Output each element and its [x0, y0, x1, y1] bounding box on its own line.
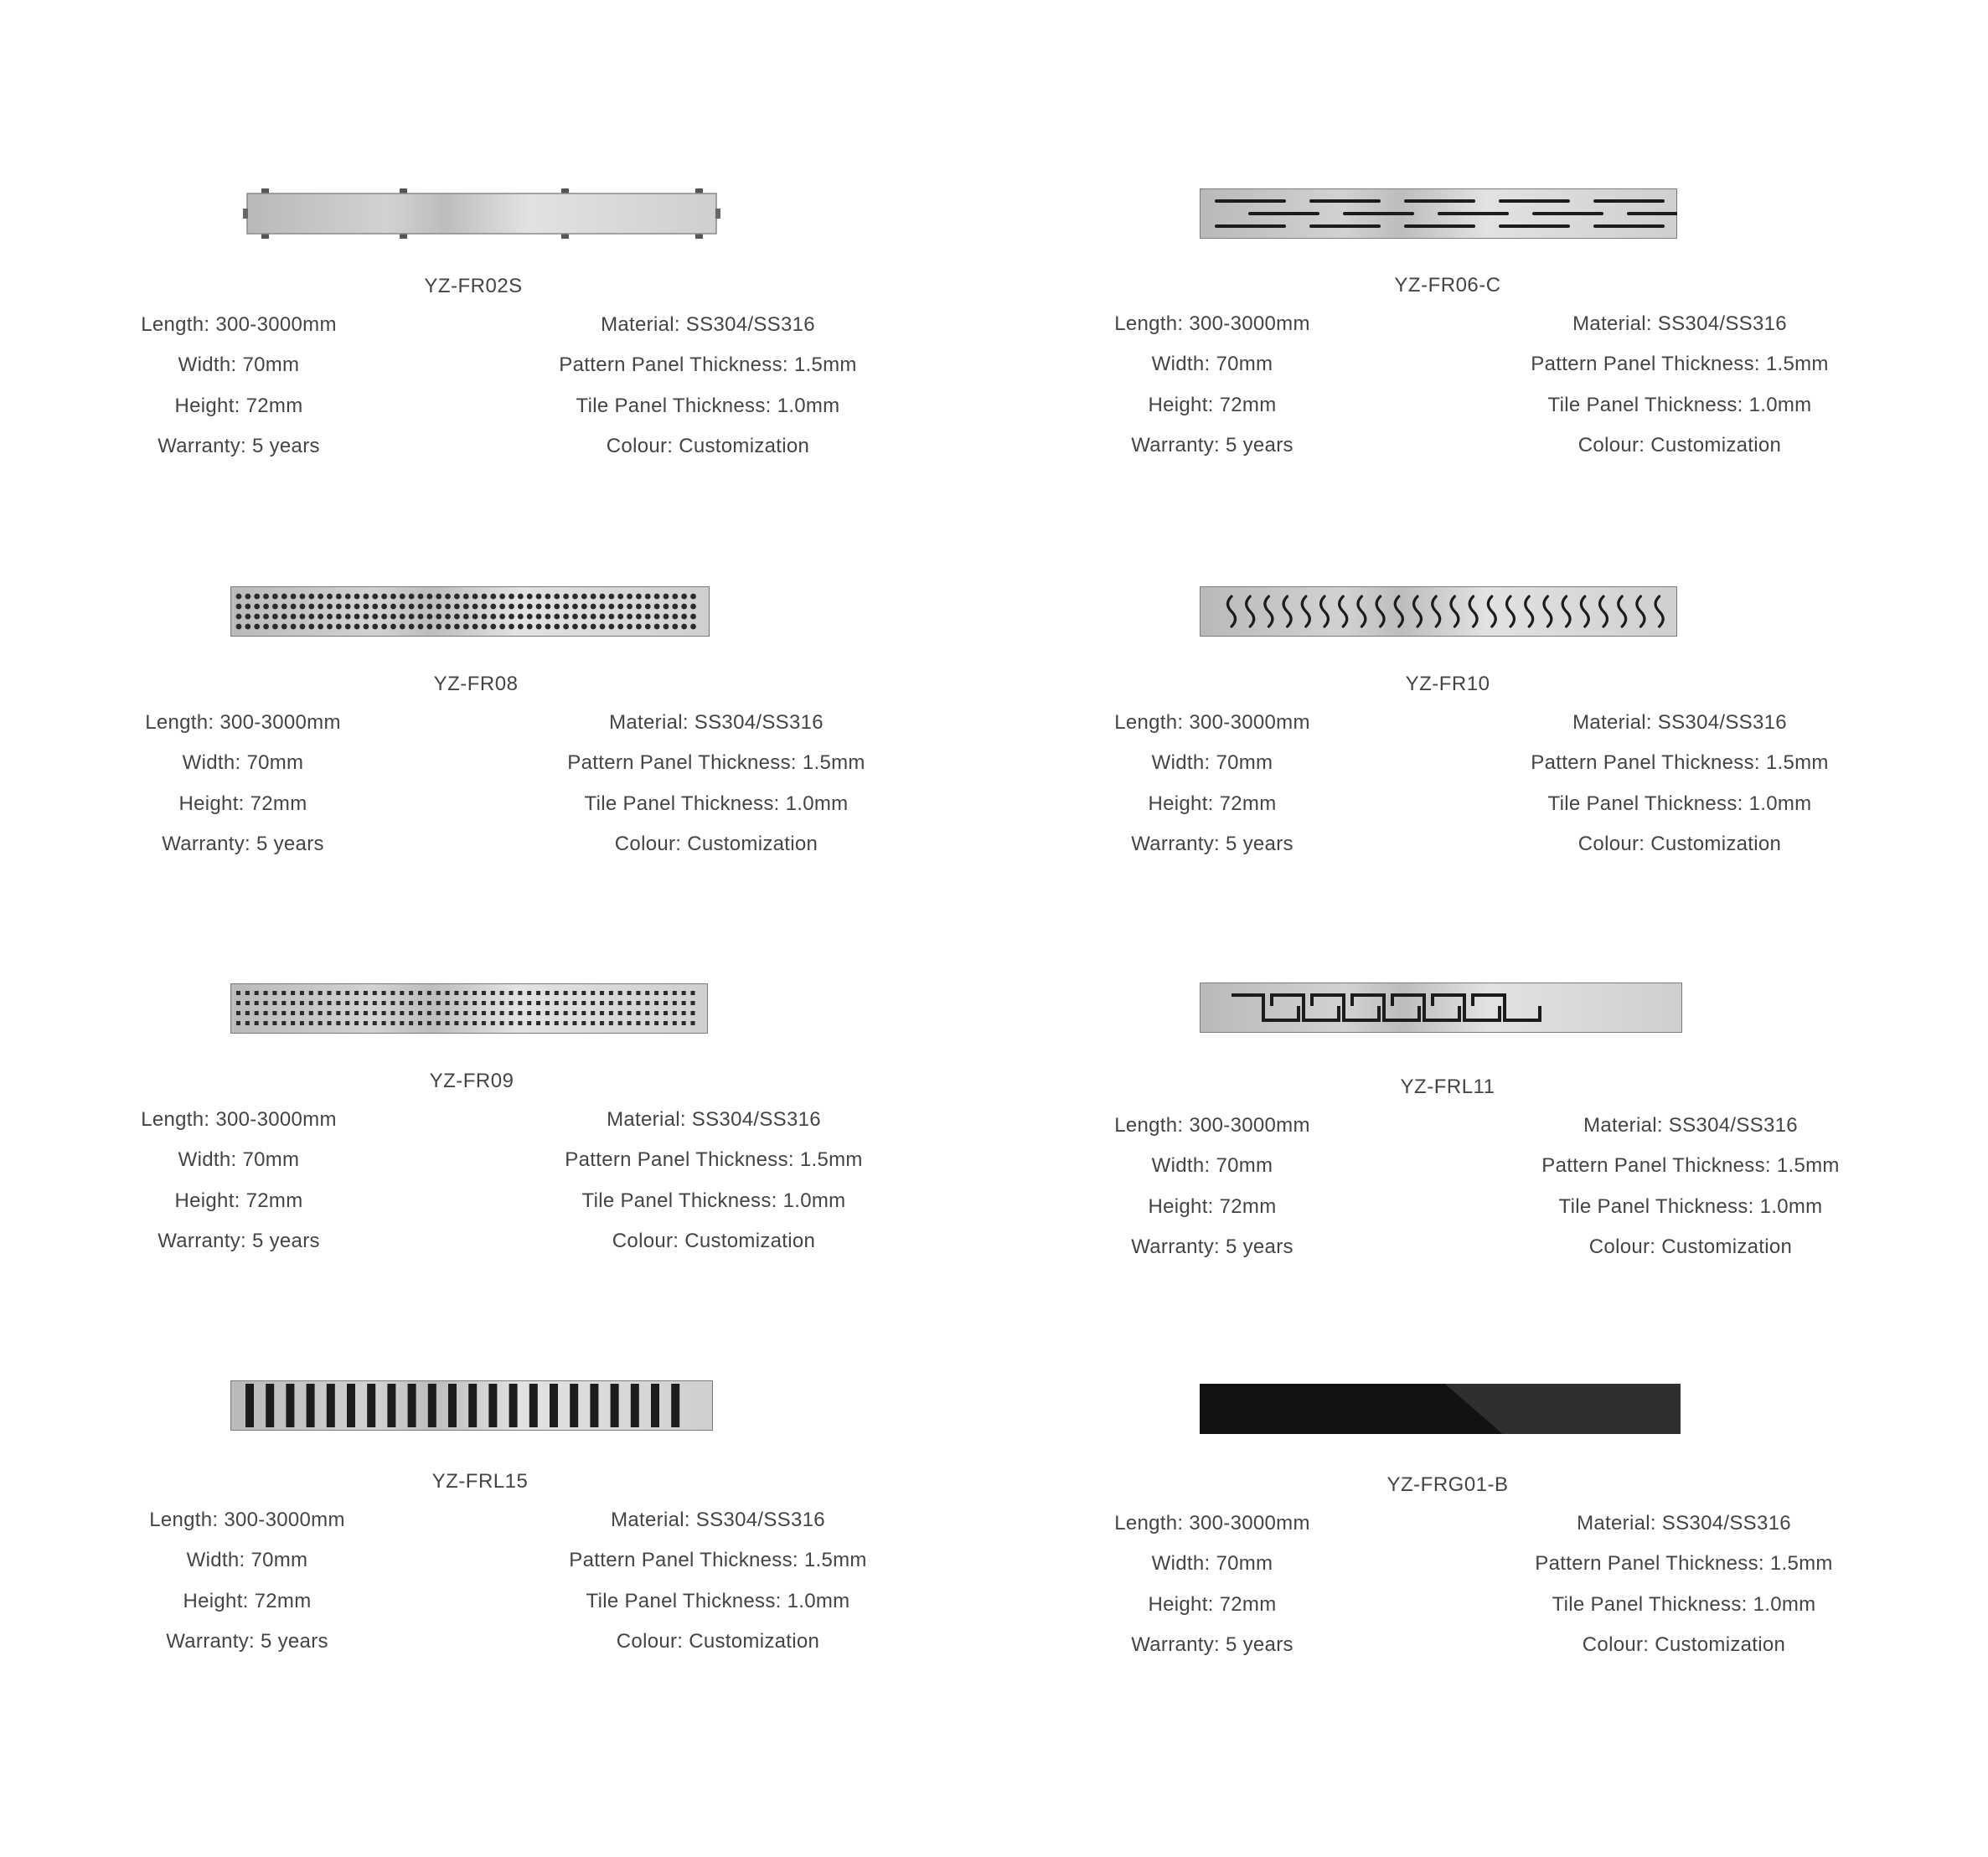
spec-right: Material: SS304/SS316: [607, 1108, 821, 1131]
spec-left: Length: 300-3000mm: [141, 313, 337, 336]
spec-left: Length: 300-3000mm: [141, 1108, 337, 1131]
drain-image: [1200, 586, 1677, 641]
drain-image: [1200, 1384, 1681, 1438]
spec-right: Tile Panel Thickness: 1.0mm: [1552, 1592, 1816, 1616]
product-code: YZ-FR08: [433, 673, 519, 695]
product-code: YZ-FRG01-B: [1386, 1473, 1509, 1496]
spec-right: Material: SS304/SS316: [1572, 711, 1787, 734]
spec-left: Warranty: 5 years: [1131, 433, 1293, 457]
product-code: YZ-FRL11: [1400, 1076, 1495, 1098]
spec-left: Warranty: 5 years: [1131, 832, 1293, 855]
spec-left: Height: 72mm: [174, 1189, 303, 1212]
spec-left: Warranty: 5 years: [162, 832, 324, 855]
drain-image: [230, 983, 708, 1038]
spec-right: Colour: Customization: [1577, 433, 1782, 457]
spec-left: Height: 72mm: [178, 792, 307, 815]
spec-right: Tile Panel Thickness: 1.0mm: [586, 1589, 850, 1612]
spec-right: Pattern Panel Thickness: 1.5mm: [565, 1148, 863, 1172]
spec-left: Width: 70mm: [1151, 751, 1273, 775]
spec-left: Width: 70mm: [178, 1148, 300, 1172]
spec-right: Pattern Panel Thickness: 1.5mm: [567, 751, 865, 775]
spec-right: Colour: Customization: [1588, 1235, 1793, 1258]
drain-image: [1200, 188, 1677, 243]
spec-right: Material: SS304/SS316: [601, 313, 815, 336]
spec-left: Length: 300-3000mm: [1114, 312, 1310, 335]
spec-left: Width: 70mm: [178, 353, 300, 377]
product-code: YZ-FRL15: [431, 1470, 529, 1493]
spec-right: Tile Panel Thickness: 1.0mm: [584, 792, 849, 815]
spec-left: Warranty: 5 years: [157, 1229, 320, 1252]
drain-image: [1200, 983, 1682, 1037]
spec-left: Warranty: 5 years: [1131, 1235, 1293, 1258]
spec-right: Colour: Customization: [606, 434, 810, 457]
spec-right: Tile Panel Thickness: 1.0mm: [1558, 1194, 1823, 1218]
spec-right: Material: SS304/SS316: [611, 1509, 825, 1531]
spec-left: Length: 300-3000mm: [1114, 711, 1310, 734]
spec-right: Tile Panel Thickness: 1.0mm: [1547, 393, 1812, 416]
spec-right: Material: SS304/SS316: [1577, 1512, 1791, 1535]
spec-right: Material: SS304/SS316: [1572, 312, 1787, 335]
spec-right: Pattern Panel Thickness: 1.5mm: [1541, 1154, 1840, 1178]
spec-left: Length: 300-3000mm: [149, 1509, 345, 1531]
spec-left: Width: 70mm: [186, 1549, 308, 1572]
product-code: YZ-FR02S: [424, 275, 523, 297]
spec-right: Pattern Panel Thickness: 1.5mm: [569, 1549, 867, 1572]
spec-right: Tile Panel Thickness: 1.0mm: [576, 394, 840, 417]
spec-right: Colour: Customization: [614, 832, 818, 855]
drain-image: [230, 1380, 713, 1435]
product-code: YZ-FR06-C: [1394, 274, 1501, 297]
spec-left: Length: 300-3000mm: [145, 711, 341, 734]
spec-left: Width: 70mm: [1151, 1154, 1273, 1178]
spec-right: Colour: Customization: [616, 1629, 820, 1653]
spec-left: Height: 72mm: [1148, 792, 1277, 815]
spec-right: Colour: Customization: [1582, 1633, 1786, 1656]
spec-left: Length: 300-3000mm: [1114, 1114, 1310, 1137]
spec-right: Tile Panel Thickness: 1.0mm: [1547, 792, 1812, 815]
spec-left: Height: 72mm: [174, 394, 303, 417]
spec-right: Pattern Panel Thickness: 1.5mm: [1531, 751, 1829, 775]
spec-left: Width: 70mm: [1151, 1552, 1273, 1576]
spec-right: Pattern Panel Thickness: 1.5mm: [1531, 353, 1829, 376]
product-code: YZ-FR10: [1405, 673, 1490, 695]
spec-right: Pattern Panel Thickness: 1.5mm: [559, 353, 857, 377]
spec-right: Colour: Customization: [612, 1229, 816, 1252]
spec-left: Warranty: 5 years: [166, 1629, 328, 1653]
spec-left: Height: 72mm: [1148, 393, 1277, 416]
spec-left: Length: 300-3000mm: [1114, 1512, 1310, 1535]
drain-image: [243, 188, 720, 243]
spec-left: Warranty: 5 years: [157, 434, 320, 457]
spec-left: Warranty: 5 years: [1131, 1633, 1293, 1656]
spec-right: Tile Panel Thickness: 1.0mm: [581, 1189, 846, 1212]
spec-right: Pattern Panel Thickness: 1.5mm: [1535, 1552, 1833, 1576]
spec-left: Height: 72mm: [1148, 1592, 1277, 1616]
spec-right: Colour: Customization: [1577, 832, 1782, 855]
drain-image: [230, 586, 710, 641]
spec-left: Height: 72mm: [1148, 1194, 1277, 1218]
spec-right: Material: SS304/SS316: [609, 711, 824, 734]
product-code: YZ-FR09: [429, 1070, 514, 1092]
spec-left: Width: 70mm: [1151, 353, 1273, 376]
spec-right: Material: SS304/SS316: [1583, 1114, 1798, 1137]
spec-left: Width: 70mm: [182, 751, 304, 775]
spec-left: Height: 72mm: [183, 1589, 312, 1612]
